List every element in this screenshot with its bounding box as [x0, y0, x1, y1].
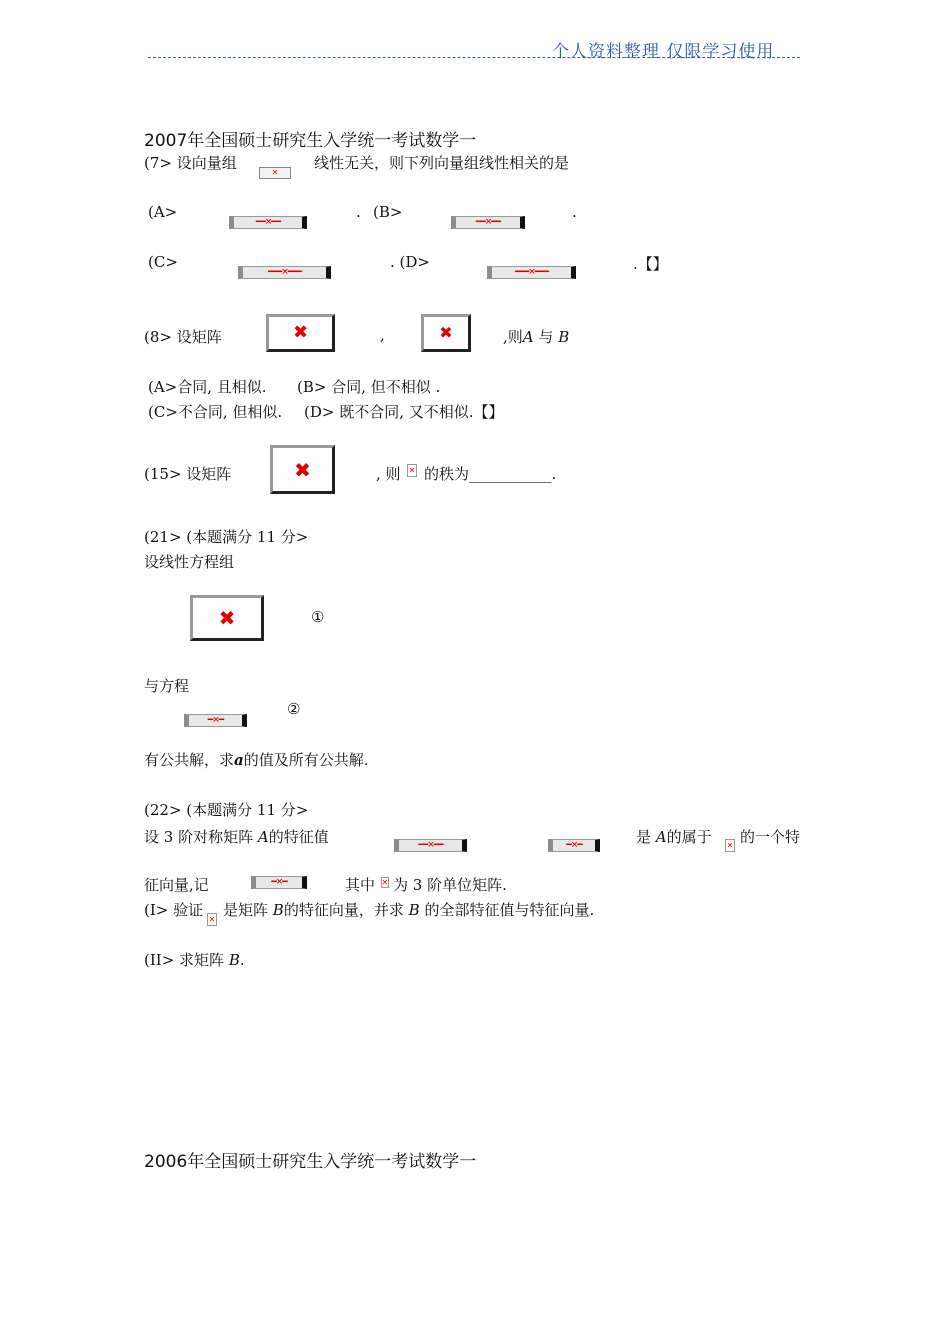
q22-is: 是 — [636, 828, 652, 846]
q21-system-image: ✖ — [190, 595, 264, 641]
q22-eigenvalues-image: ━━✕━━ — [394, 839, 467, 852]
q8-var-b: B — [558, 328, 570, 346]
q8-prefix: (8> 设矩阵 — [144, 328, 222, 346]
q7-suffix: 线性无关，则下列向量组线性相关的是 — [314, 154, 570, 172]
q7-option-b-dot: . — [572, 203, 577, 221]
q8-comma: , — [380, 326, 385, 344]
q8-then — [503, 326, 569, 347]
q8-and: 与 — [538, 328, 554, 346]
q7-answer-bracket: .【】 — [633, 255, 668, 273]
q22-unit: 为 3 阶单位矩阵. — [393, 876, 507, 894]
q21-ask-pre: 有公共解，求 — [144, 751, 235, 769]
q22-e-image: ✕ — [381, 877, 389, 887]
q8-option-b: (B> 合同, 但不相似 . — [297, 378, 441, 396]
q15-matrix-image: ✖ — [270, 445, 335, 494]
q22-intro-line — [144, 826, 329, 847]
q22-var-a2: A — [655, 828, 667, 846]
q21-with-equation: 与方程 — [144, 677, 190, 695]
q7-option-a: (A> — [148, 203, 178, 221]
q22-alpha-image: ━✕━ — [548, 839, 600, 852]
q7-option-c: (C> — [148, 253, 178, 271]
q21-mark-1: ① — [311, 608, 325, 626]
q15-power-image: ✕ — [407, 464, 417, 477]
q7-option-b: (B> — [373, 203, 403, 221]
q22-part2-end: . — [239, 951, 245, 969]
section-title-2007: 2007年全国硕士研究生入学统一考试数学一 — [144, 131, 477, 151]
q22-belongs: 的属于 — [666, 828, 712, 846]
q22-alpha1-image: ✕ — [207, 913, 217, 926]
q22-part1-mid: 是矩阵 — [223, 901, 269, 919]
header-divider — [148, 57, 800, 58]
q22-var-b: B — [272, 901, 284, 919]
q22-part1-post: 的全部特征值与特征向量. — [424, 901, 595, 919]
q7-option-d: . (D> — [390, 253, 430, 271]
q21-heading: (21> (本题满分 11 分> — [144, 528, 309, 546]
q7-vector-image: ✕ — [259, 167, 291, 179]
q22-part1-mid2: 的特征向量，并求 — [283, 901, 404, 919]
header-text: 个人资料整理 仅限学习使用 — [552, 42, 775, 62]
q21-intro: 设线性方程组 — [144, 553, 235, 571]
q21-var-a: a — [234, 751, 244, 769]
q8-matrix-b-image: ✖ — [421, 314, 471, 352]
q8-option-c: (C>不合同, 但相似. — [148, 403, 283, 421]
q22-one: 的一个特 — [740, 828, 801, 846]
q22-part1 — [223, 899, 594, 920]
q22-b-definition-image: ━✕━ — [251, 876, 307, 889]
q22-belongs-line — [636, 826, 712, 847]
q7-option-c-image: ━━━✕━━━ — [238, 266, 331, 279]
q7-option-d-image: ━━━✕━━━ — [487, 266, 576, 279]
q22-var-a: A — [257, 828, 269, 846]
q22-part2 — [144, 949, 245, 970]
q21-equation-image: ━✕━ — [184, 714, 247, 727]
q7-prefix: (7> 设向量组 — [144, 154, 237, 172]
q22-var-b3: B — [228, 951, 240, 969]
q8-option-a: (A>合同, 且相似. — [148, 378, 267, 396]
q21-ask — [144, 749, 369, 770]
q22-heading: (22> (本题满分 11 分> — [144, 801, 309, 819]
q15-rank-blank: 的秩为___________. — [424, 465, 557, 483]
q7-option-a-dot: . — [356, 203, 361, 221]
q22-lambda-image: ✕ — [725, 839, 735, 852]
q22-where: 其中 — [345, 876, 376, 894]
q22-var-b2: B — [408, 901, 420, 919]
q8-var-a: A — [522, 328, 534, 346]
q7-option-a-image: ━━✕━━ — [229, 216, 307, 229]
q22-part2-text: (II> 求矩阵 — [144, 951, 225, 969]
q21-ask-post: 的值及所有公共解. — [243, 751, 369, 769]
q8-then-text: ,则 — [503, 328, 523, 346]
q22-eigen: 的特征值 — [268, 828, 329, 846]
q8-option-d: (D> 既不合同, 又不相似.【】 — [304, 403, 504, 421]
section-title-2006: 2006年全国硕士研究生入学统一考试数学一 — [144, 1152, 477, 1172]
q22-intro: 设 3 阶对称矩阵 — [144, 828, 254, 846]
q15-then: , 则 — [376, 465, 401, 483]
q7-option-b-image: ━━✕━━ — [451, 216, 525, 229]
q21-mark-2: ② — [287, 700, 301, 718]
q22-part1-pre: (I> 验证 — [144, 901, 204, 919]
q22-vec: 征向量,记 — [144, 876, 209, 894]
q15-prefix: (15> 设矩阵 — [144, 465, 232, 483]
q8-matrix-a-image: ✖ — [266, 314, 335, 352]
